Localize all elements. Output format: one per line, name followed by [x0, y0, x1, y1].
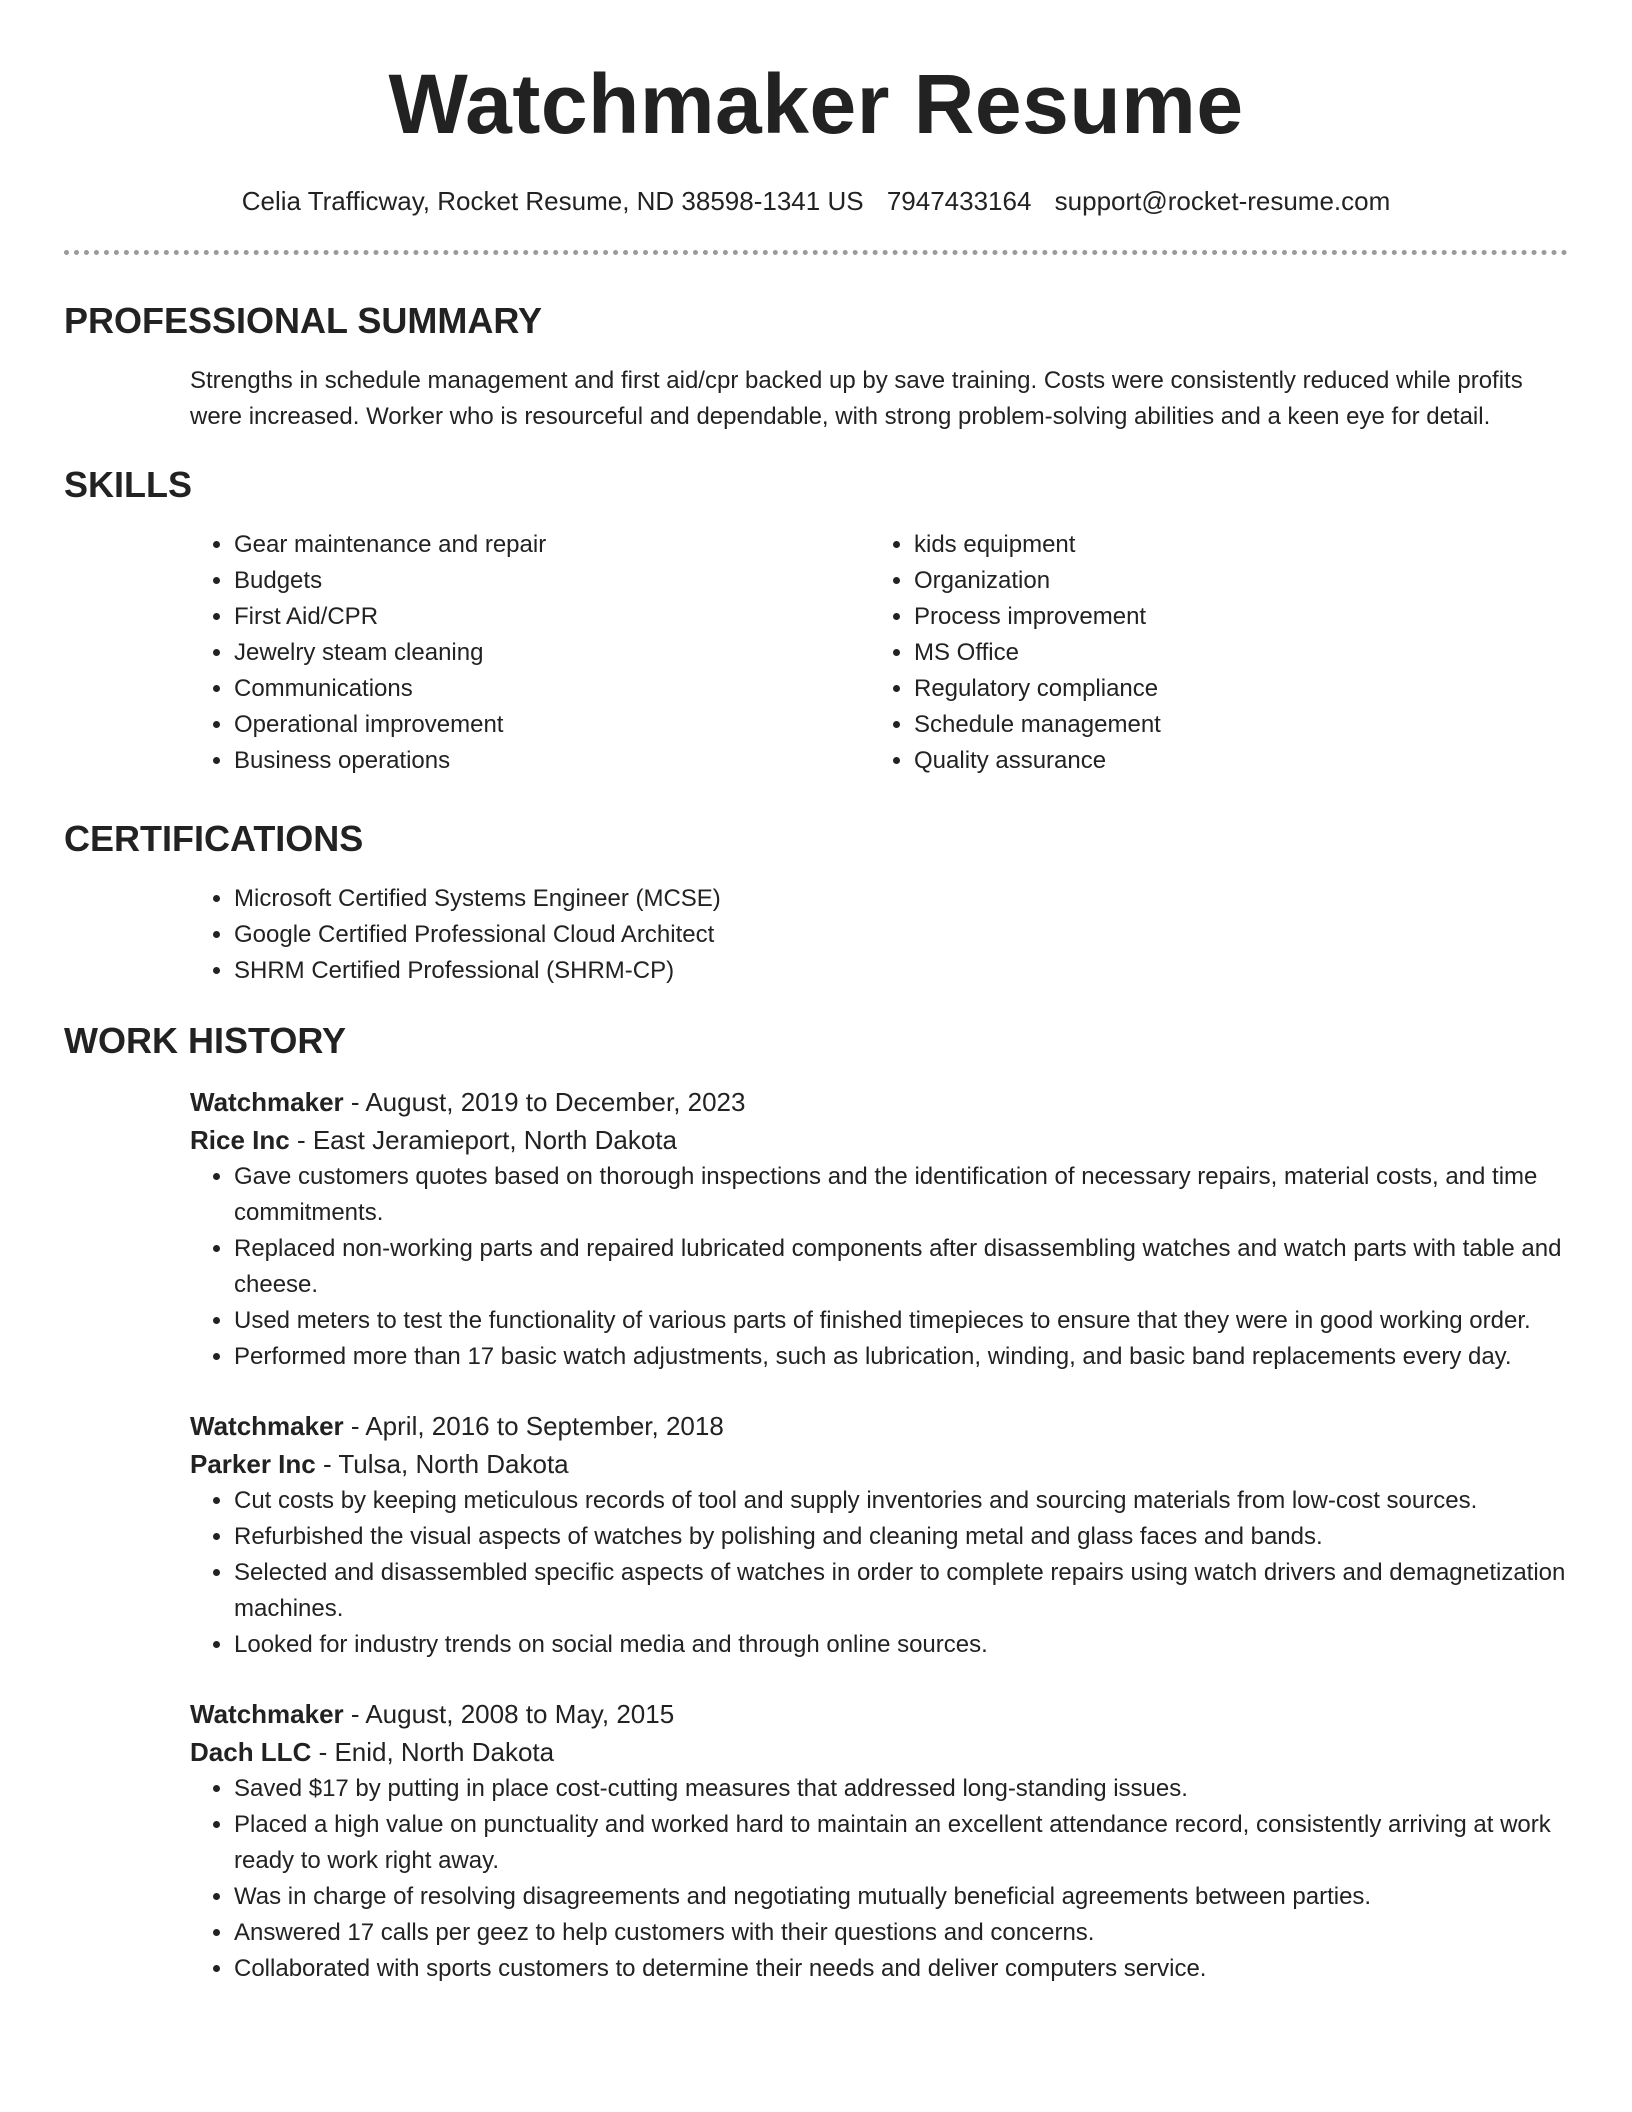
skill-item: • Quality assurance: [914, 743, 1550, 779]
job-title: Watchmaker: [190, 1699, 344, 1729]
job-entry: [64, 1695, 1568, 1987]
job-bullet: • Selected and disassembled specific aspects of watches in order to complete repairs using watch drivers and demagnetization machines.: [234, 1555, 1568, 1627]
job-bullet: • Used meters to test the functionality of various parts of finished timepieces to ensure that they were in good working order.: [234, 1303, 1568, 1339]
certification-item: • SHRM Certified Professional (SHRM-CP): [234, 953, 1568, 989]
skill-item: • Business operations: [234, 743, 870, 779]
contact-line: [64, 184, 1568, 218]
skill-item: • Operational improvement: [234, 707, 870, 743]
certifications-section: [64, 817, 1568, 989]
job-title: Watchmaker: [190, 1087, 344, 1117]
job-title-line: [190, 1083, 1568, 1121]
skill-item: • Budgets: [234, 563, 870, 599]
job-company: Rice Inc: [190, 1125, 290, 1155]
contact-email: support@rocket-resume.com: [1054, 186, 1391, 216]
job-company: Parker Inc: [190, 1449, 316, 1479]
skills-section: [64, 463, 1568, 779]
skill-item: • Organization: [914, 563, 1550, 599]
skills-column-right: [870, 527, 1550, 779]
job-bullet: • Gave customers quotes based on thorough inspections and the identification of necessary repairs, material costs, and time commitments.: [234, 1159, 1568, 1231]
skills-columns: [64, 527, 1568, 779]
job-bullet: • Collaborated with sports customers to determine their needs and deliver computers service.: [234, 1951, 1568, 1987]
resume-title: Watchmaker Resume: [388, 57, 1244, 151]
job-bullet: • Performed more than 17 basic watch adjustments, such as lubrication, winding, and basic band replacements every day.: [234, 1339, 1568, 1375]
job-bullets: [64, 1483, 1568, 1663]
skills-list-right: [870, 527, 1550, 779]
work-history-section: [64, 1019, 1568, 1987]
job-entry: [64, 1407, 1568, 1663]
job-company-line: [190, 1445, 1568, 1483]
job-company-line: [190, 1733, 1568, 1771]
job-dates: - August, 2008 to May, 2015: [343, 1699, 675, 1729]
job-bullet: • Looked for industry trends on social media and through online sources.: [234, 1627, 1568, 1663]
job-company-line: [190, 1121, 1568, 1159]
certification-item: • Microsoft Certified Systems Engineer (MCSE): [234, 881, 1568, 917]
job-location: - Tulsa, North Dakota: [315, 1449, 569, 1479]
skill-item: • MS Office: [914, 635, 1550, 671]
job-bullets: [64, 1159, 1568, 1375]
job-dates: - August, 2019 to December, 2023: [343, 1087, 746, 1117]
summary-text: Strengths in schedule management and first aid/cpr backed up by save training. Costs were consistently reduced while profits were increased. Worker who is resourceful and dependable, with strong problem-solving abilities and a keen eye for detail.: [190, 367, 1523, 430]
job-bullet: • Answered 17 calls per geez to help customers with their questions and concerns.: [234, 1915, 1568, 1951]
job-location: - East Jeramieport, North Dakota: [289, 1125, 677, 1155]
certification-item: • Google Certified Professional Cloud Architect: [234, 917, 1568, 953]
job-dates: - April, 2016 to September, 2018: [343, 1411, 724, 1441]
certifications-list: [190, 881, 1568, 989]
summary-heading: PROFESSIONAL SUMMARY: [64, 300, 543, 341]
skill-item: • Gear maintenance and repair: [234, 527, 870, 563]
skills-list-left: [190, 527, 870, 779]
job-bullet: • Replaced non-working parts and repaired lubricated components after disassembling watches and watch parts with table and cheese.: [234, 1231, 1568, 1303]
contact-phone: 7947433164: [886, 186, 1032, 216]
skill-item: • Process improvement: [914, 599, 1550, 635]
job-bullet: • Placed a high value on punctuality and worked hard to maintain an excellent attendance record, consistently arriving at work ready to work right away.: [234, 1807, 1568, 1879]
job-bullet: • Was in charge of resolving disagreements and negotiating mutually beneficial agreements between parties.: [234, 1879, 1568, 1915]
skill-item: • Schedule management: [914, 707, 1550, 743]
job-location: - Enid, North Dakota: [311, 1737, 555, 1767]
skills-heading: SKILLS: [64, 464, 193, 505]
skill-item: • Jewelry steam cleaning: [234, 635, 870, 671]
contact-address: Celia Trafficway, Rocket Resume, ND 38598-1341 US: [241, 186, 864, 216]
job-bullets: [64, 1771, 1568, 1987]
job-title: Watchmaker: [190, 1411, 344, 1441]
skill-item: • kids equipment: [914, 527, 1550, 563]
certifications-heading: CERTIFICATIONS: [64, 818, 364, 859]
skill-item: • Regulatory compliance: [914, 671, 1550, 707]
work-history-heading: WORK HISTORY: [64, 1020, 347, 1061]
job-bullet: • Cut costs by keeping meticulous records of tool and supply inventories and sourcing materials from low-cost sources.: [234, 1483, 1568, 1519]
job-title-line: [190, 1407, 1568, 1445]
header-divider: [64, 250, 1568, 255]
job-bullet: • Saved $17 by putting in place cost-cutting measures that addressed long-standing issues.: [234, 1771, 1568, 1807]
summary-section: [64, 299, 1568, 435]
skills-column-left: [190, 527, 870, 779]
job-entry: [64, 1083, 1568, 1375]
job-bullet: • Refurbished the visual aspects of watches by polishing and cleaning metal and glass faces and bands.: [234, 1519, 1568, 1555]
job-title-line: [190, 1695, 1568, 1733]
skill-item: • Communications: [234, 671, 870, 707]
job-company: Dach LLC: [190, 1737, 312, 1767]
skill-item: • First Aid/CPR: [234, 599, 870, 635]
